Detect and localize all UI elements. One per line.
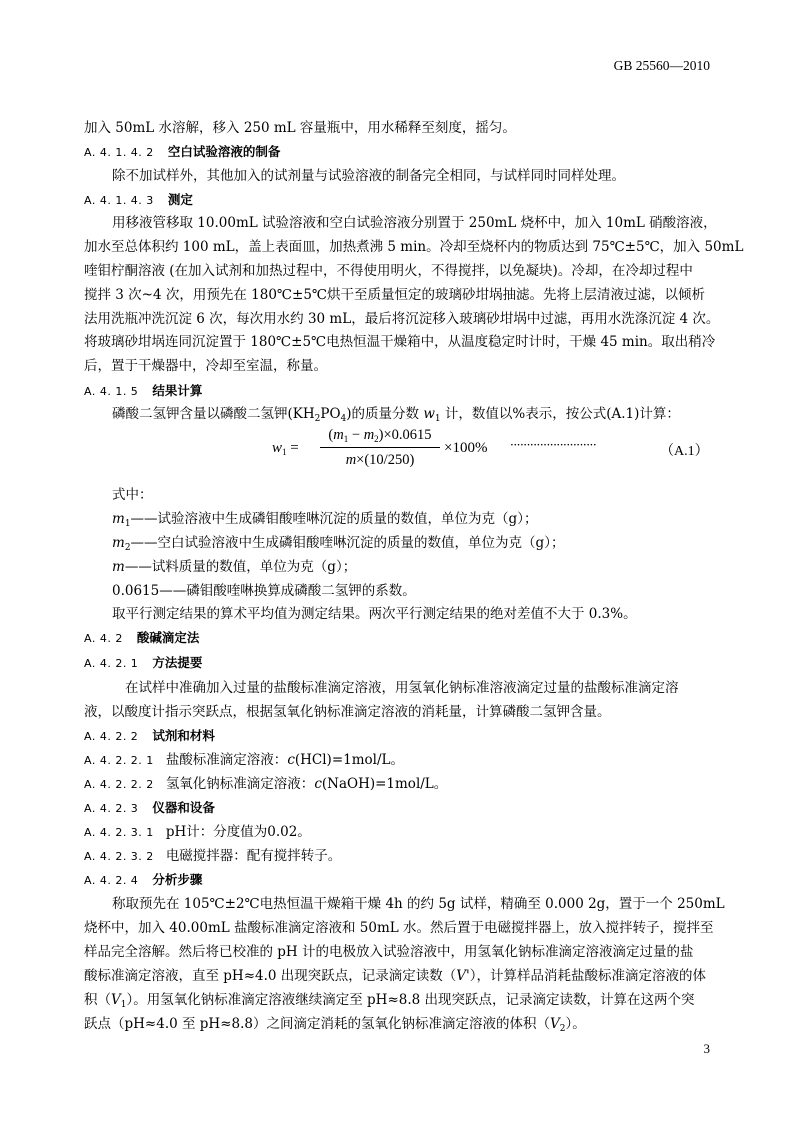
section-number: A. 4. 2. 1 (84, 657, 139, 670)
clause-line: A. 4. 2. 3. 1 pH计：分度值为0.02。 (84, 824, 311, 840)
section-number: A. 4. 1. 4. 3 (84, 194, 154, 207)
section-heading (84, 726, 215, 747)
formula-rhs: ×100% (444, 440, 488, 456)
clause-line: A. 4. 2. 3. 2 电磁搅拌器：配有搅拌转子。 (84, 848, 342, 864)
section-number: A. 4. 2. 4 (84, 874, 139, 887)
paragraph-line: 后，置于干燥器中，冷却至室温，称量。 (84, 358, 327, 374)
section-title: 试剂和材料 (152, 728, 215, 743)
formula-leader-dots: ·························· (510, 438, 597, 452)
section-title: 酸碱滴定法 (136, 630, 200, 645)
section-heading (84, 870, 202, 891)
paragraph-line: 称取预先在 105℃±2℃电热恒温干燥箱干燥 4h 的约 5g 试样，精确至 0.000 2g，置于一个 250mL (112, 896, 725, 912)
section-number: A. 4. 2 (84, 632, 123, 645)
paragraph-line: 除不加试样外，其他加入的试剂量与试验溶液的制备完全相同，与试样同时同样处理。 (112, 168, 625, 184)
paragraph-line: 烧杯中，加入 40.00mL 盐酸标准滴定溶液和 50mL 水。然后置于电磁搅拌器上，放入搅拌转子，搅拌至 (84, 920, 714, 936)
formula-a1 (272, 425, 712, 475)
section-heading (84, 381, 202, 402)
section-number: A. 4. 2. 2 (84, 730, 139, 743)
section-heading (84, 190, 193, 211)
paragraph-line: 加入 50mL 水溶解，移入 250 mL 容量瓶中，用水稀释至刻度，摇匀。 (84, 120, 516, 136)
paragraph-line: 搅拌 3 次~4 次，用预先在 180℃±5℃烘干至质量恒定的玻璃砂坩埚抽滤。先将上层清液过滤，以倾析 (84, 287, 706, 303)
clause-line: A. 4. 2. 2. 2 氢氧化钠标准滴定溶液：c(NaOH)=1mol/L。 (84, 776, 448, 792)
section-heading (84, 628, 199, 649)
paragraph-line: 跃点（pH≈4.0 至 pH≈8.8）之间滴定消耗的氢氧化钠标准滴定溶液的体积$(V_2)$。 (84, 1016, 586, 1034)
formula-denominator: m×(10/250) (345, 452, 415, 468)
section-title: 结果计算 (152, 383, 203, 398)
paragraph-line: 液，以酸度计指示突跃点，根据氢氧化钠标准滴定溶液的消耗量，计算磷酸二氢钾含量。 (84, 704, 611, 720)
section-heading (84, 653, 202, 674)
paragraph-line: 积$(V_1)$。用氢氧化钠标准滴定溶液继续滴定至 pH≈8.8 出现突跃点，记录滴定读数，计算在这两个突 (84, 992, 695, 1010)
section-number: A. 4. 2. 3 (84, 802, 139, 815)
paragraph-line: 酸标准滴定溶液，直至 pH≈4.0 出现突跃点，记录滴定读数（V'），计算样品消耗盐酸标准滴定溶液的体 (84, 968, 706, 984)
section-number: A. 4. 1. 5 (84, 385, 139, 398)
paragraph-line: 用移液管移取 10.00mL 试验溶液和空白试验溶液分别置于 250mL 烧杯中，加入 10mL 硝酸溶液， (112, 215, 717, 231)
paragraph-line: 喹钼柠酮溶液 (在加入试剂和加热过程中，不得使用明火，不得搅拌，以免凝块)。冷却，在冷却过程中 (84, 263, 693, 279)
page-number: 3 (703, 1041, 710, 1056)
paragraph-line: 法用洗瓶冲洗沉淀 6 次，每次用水约 30 mL，最后将沉淀移入玻璃砂坩埚中过滤，再用水洗涤沉淀 4 次。 (84, 311, 720, 327)
section-heading (84, 142, 280, 163)
standard-code: GB 25560—2010 (613, 58, 710, 73)
clause-line: A. 4. 2. 2. 1 盐酸标准滴定溶液：c(HCl)=1mol/L。 (84, 752, 404, 768)
paragraph-line: 取平行测定结果的算术平均值为测定结果。两次平行测定结果的绝对差值不大于 0.3%。 (112, 606, 637, 622)
paragraph-line: 式中： (112, 487, 153, 503)
paragraph-line: 在试样中准确加入过量的盐酸标准滴定溶液，用氢氧化钠标准溶液滴定过量的盐酸标准滴定溶 (125, 680, 679, 696)
formula-lhs: $w_1$ = (272, 440, 299, 457)
symbol-definition: m——试料质量的数值，单位为克（g）； (112, 559, 357, 575)
symbol-definition: 0.0615——磷钼酸喹啉换算成磷酸二氢钾的系数。 (112, 583, 416, 599)
formula-numerator: $(m_1 - m_2)\times 0.0615$ (328, 427, 432, 444)
paragraph-line: 样品完全溶解。然后将已校准的 pH 计的电极放入试验溶液中，用氢氧化钠标准滴定溶液滴定过量的盐 (84, 944, 694, 960)
symbol-definition: $m_1——$试验溶液中生成磷钼酸喹啉沉淀的质量的数值，单位为克（g）； (112, 511, 538, 529)
section-heading (84, 798, 215, 819)
formula-number: （A.1） (660, 444, 709, 459)
paragraph-line: 加水至总体积约 100 mL，盖上表面皿，加热煮沸 5 min。冷却至烧杯内的物质达到 75℃±5℃，加入 50mL (84, 239, 744, 255)
section-title: 分析步骤 (152, 872, 203, 887)
fraction-bar (320, 447, 440, 448)
section-title: 测定 (167, 192, 193, 207)
symbol-definition: $m_2——$空白试验溶液中生成磷钼酸喹啉沉淀的质量的数值，单位为克（g）； (112, 535, 565, 553)
section-title: 方法提要 (152, 655, 203, 670)
section-number: A. 4. 1. 4. 2 (84, 146, 154, 159)
section-title: 空白试验溶液的制备 (167, 144, 281, 159)
formula-fraction (320, 425, 440, 470)
paragraph-line: 将玻璃砂坩埚连同沉淀置于 180℃±5℃电热恒温干燥箱中，从温度稳定时计时，干燥 45 min。取出稍冷 (84, 334, 716, 350)
section-title: 仪器和设备 (152, 800, 215, 815)
paragraph-line: 磷酸二氢钾含量以磷酸二氢钾$(KH_2PO_4)$的质量分数 $w_1$ 计，数值以%表示，按公式(A.1)计算： (112, 406, 680, 424)
